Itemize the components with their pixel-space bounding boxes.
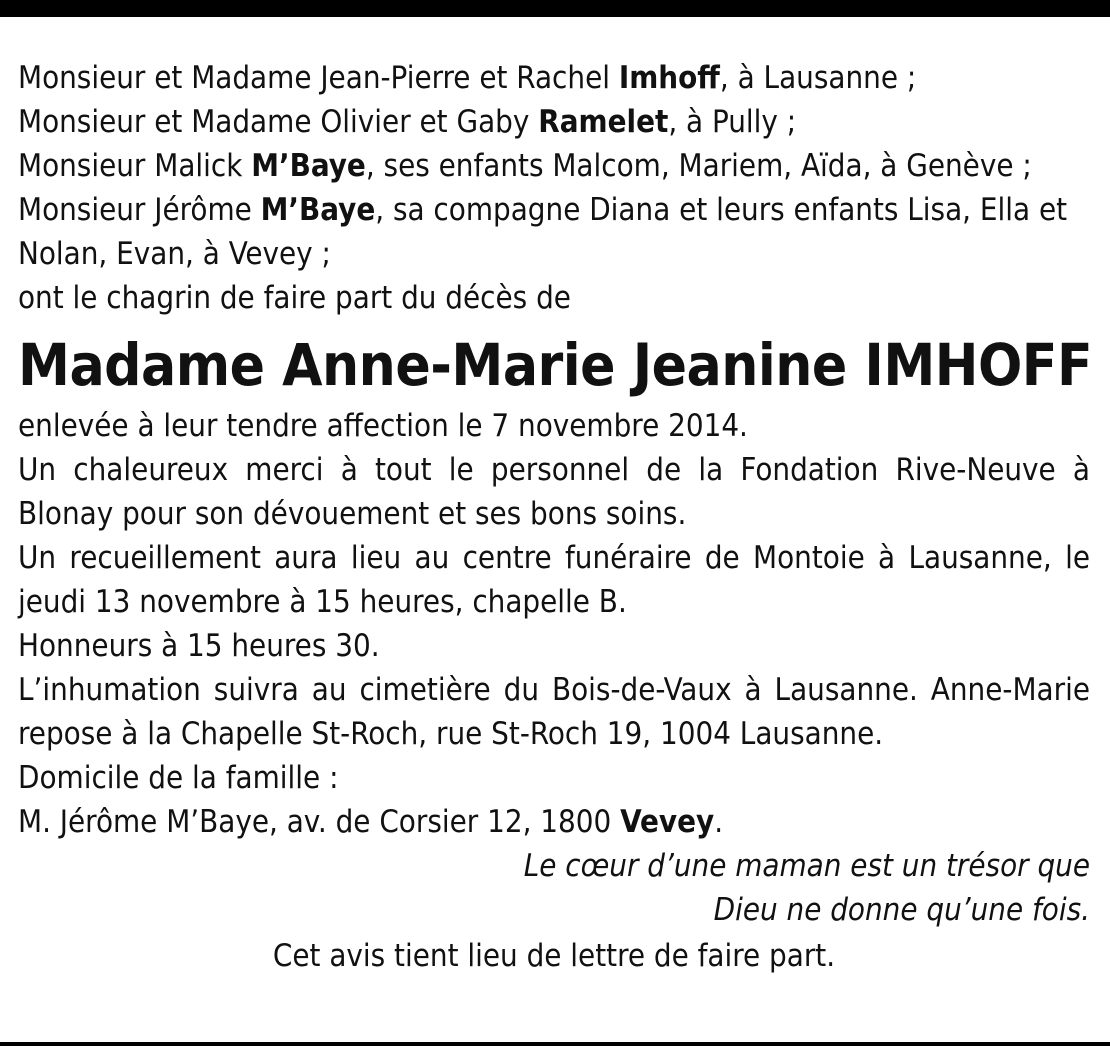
domicile-address: M. Jérôme M’Baye, av. de Corsier 12, 1800 Vevey. (18, 804, 724, 840)
announcement-text: ont le chagrin de faire part du décès de (18, 280, 571, 316)
family-line-imhoff: Monsieur et Madame Jean-Pierre et Rachel Imhoff, à Lausanne ; (18, 60, 917, 96)
quote-line: Le cœur d’une maman est un trésor que (523, 848, 1090, 884)
family-name: Imhoff (618, 60, 720, 96)
deceased-name: Madame Anne-Marie Jeanine IMHOFF (18, 331, 1093, 399)
family-line-malick: Monsieur Malick M’Baye, ses enfants Malcom, Mariem, Aïda, à Genève ; (18, 148, 1032, 184)
body-line-ceremony: Un recueillement aura lieu au centre funéraire de Montoie à Lausanne, le jeudi 13 novembre à 15 heures, chapelle B. (18, 540, 1090, 620)
family-line-ramelet: Monsieur et Madame Olivier et Gaby Ramelet, à Pully ; (18, 104, 797, 140)
death-notice (18, 56, 1093, 978)
family-name: Ramelet (538, 104, 669, 140)
family-name: M’Baye (260, 192, 376, 228)
family-line-jerome: Monsieur Jérôme M’Baye, sa compagne Diana et leurs enfants Lisa, Ella et Nolan, Evan, à Vevey ; (18, 192, 1068, 272)
body-line-date: enlevée à leur tendre affection le 7 novembre 2014. (18, 408, 748, 444)
bottom-border-rule (0, 1042, 1110, 1046)
top-border-rule (0, 0, 1110, 17)
domicile-city: Vevey (620, 804, 715, 840)
domicile-label: Domicile de la famille : (18, 760, 339, 796)
body-line-burial: L’inhumation suivra au cimetière du Bois-de-Vaux à Lausanne. Anne-Marie repose à la Chapelle St-Roch, rue St-Roch 19, 1004 Lausanne. (18, 672, 1090, 752)
family-name: M’Baye (251, 148, 366, 184)
closing-text: Cet avis tient lieu de lettre de faire part. (272, 938, 836, 974)
body-line-honneurs: Honneurs à 15 heures 30. (18, 628, 380, 664)
quote (18, 844, 1090, 932)
quote-line: Dieu ne donne qu’une fois. (713, 892, 1090, 928)
body-line-thanks: Un chaleureux merci à tout le personnel de la Fondation Rive-Neuve à Blonay pour son dévouement et ses bons soins. (18, 452, 1090, 532)
